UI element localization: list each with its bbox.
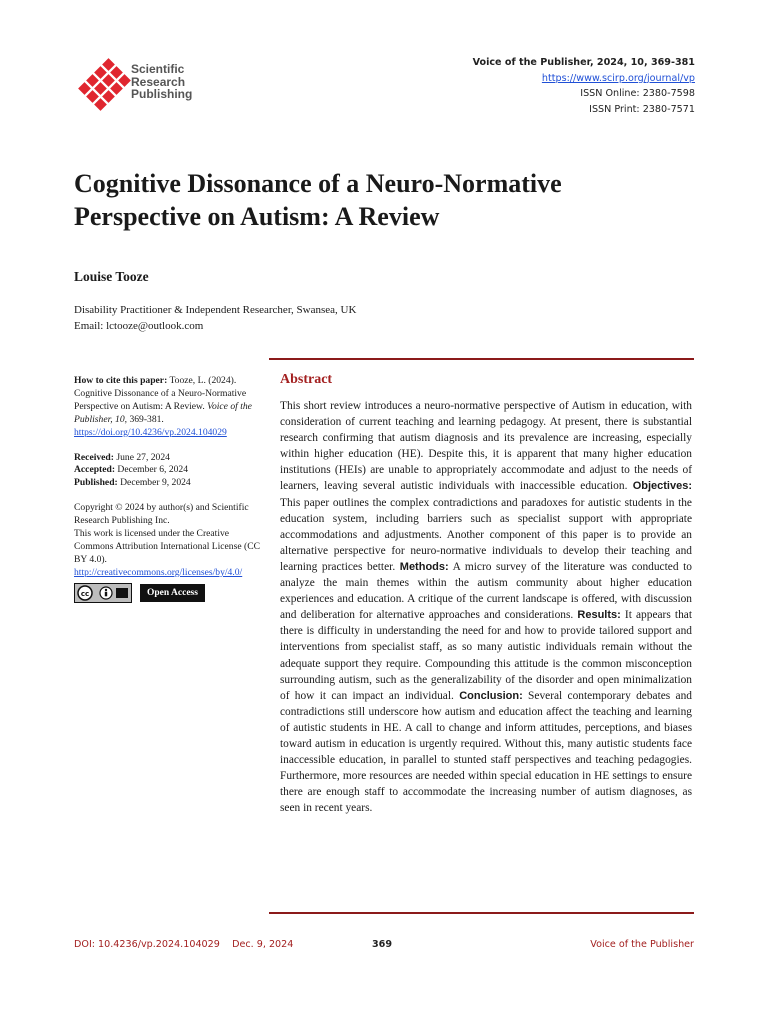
- publisher-name: [131, 63, 192, 101]
- abstract-methods: A micro survey of the literature was conducted to analyze the main themes within the autism community about higher education experiences and education. A critique of the current landscape is offered, with discussion and deliberation for alternative approaches and considerations.: [280, 560, 692, 622]
- received-date: June 27, 2024: [113, 451, 170, 463]
- article-title-line2: Perspective on Autism: A Review: [74, 202, 440, 231]
- results-label: Results:: [577, 609, 621, 622]
- dates-block: [74, 452, 262, 491]
- journal-info: [473, 55, 695, 117]
- author-affiliation: Disability Practitioner & Independent Researcher, Swansea, UK: [74, 304, 357, 316]
- abstract-bottom-rule: [269, 912, 694, 914]
- author-affiliation-block: [74, 302, 356, 334]
- open-access-badge[interactable]: Open Access: [140, 584, 205, 602]
- abstract-top-rule: [269, 358, 694, 360]
- article-title-line1: Cognitive Dissonance of a Neuro-Normative: [74, 169, 562, 198]
- svg-text:cc: cc: [80, 589, 90, 598]
- published-label: Published:: [74, 477, 118, 489]
- footer-date: Dec. 9, 2024: [232, 939, 294, 950]
- journal-url-link[interactable]: https://www.scirp.org/journal/vp: [541, 72, 695, 84]
- doi-link[interactable]: https://doi.org/10.4236/vp.2024.104029: [74, 426, 227, 438]
- footer-doi: DOI: 10.4236/vp.2024.104029: [74, 939, 220, 950]
- author-email: Email: lctooze@outlook.com: [74, 320, 204, 332]
- publisher-name-line2: Research: [131, 74, 186, 89]
- abstract-results: It appears that there is difficulty in understanding the need for and how to provide tailored support and interventions from specialist staff, as so many autistic individuals remain without the adequate support they require. Compounding this attitude is the common misconception surrounding autism, such as the generalizability of the disorder and open minimalization of how it can impact an individual.: [280, 609, 692, 702]
- abstract-heading: Abstract: [280, 372, 333, 387]
- abstract-intro: This short review introduces a neuro-normative perspective of Autism in education, with consideration of current teaching and learning pedagogy. At present, there is substantial research confirming that autism diagnosis and its prevalence are increasing, especially within higher education (HE). Despite this, it is apparent that many higher education institutions (HEIs) are unable to appropriately accommodate and adjust to the needs of learners, leaving several autistic individuals with inaccessible education.: [280, 400, 692, 493]
- abstract-text: [280, 398, 692, 816]
- publisher-name-line1: Scientific: [131, 62, 185, 76]
- license-link[interactable]: http://creativecommons.org/licenses/by/4.0/: [74, 566, 243, 578]
- article-title: [74, 167, 714, 233]
- footer-journal-name: Voice of the Publisher: [590, 939, 694, 950]
- cc-by-icon: [76, 585, 130, 601]
- abstract-objectives: This paper outlines the complex contradictions and paradoxes for autistic students in the education system, including barriers such as specialist support with appropriate accommodations and adjustments. Another component of this paper is to provide an alternative perspective for neuro-normative individuals to develop their teaching and learning practices better.: [280, 496, 692, 573]
- issn-online: ISSN Online: 2380-7598: [580, 88, 695, 99]
- page-footer: [74, 939, 694, 950]
- issn-print: ISSN Print: 2380-7571: [589, 103, 695, 115]
- citation-journal: Voice of the Publisher, 10,: [74, 400, 252, 425]
- accepted-date: December 6, 2024: [115, 464, 189, 476]
- abstract-conclusion: Several contemporary debates and contradictions still underscore how autism and education affect the teaching and learning of autistic students in HE. A call to change and inform attitudes, perceptions, and biases toward autism in education is urgently required. Without this, many autistic students face inaccessible education, in parallel to stunted staff perspectives and teaching pedagogies. Furthermore, more resources are needed within special education in HE settings to ensure there are enough staff to accommodate the increasing number of autism diagnoses, as seen in recent years.: [280, 689, 692, 815]
- accepted-label: Accepted:: [74, 464, 116, 476]
- published-date: December 9, 2024: [117, 477, 191, 489]
- conclusion-label: Conclusion:: [459, 689, 523, 702]
- citation-block: [74, 375, 262, 440]
- received-label: Received:: [74, 451, 114, 463]
- citation-text: Tooze, L. (2024). Cognitive Dissonance of a Neuro-Normative Perspective on Autism: A Review.: [74, 375, 247, 412]
- copyright-text: Copyright © 2024 by author(s) and Scientific Research Publishing Inc.: [74, 502, 249, 527]
- citation-label: How to cite this paper:: [74, 375, 168, 386]
- license-block: [74, 502, 262, 579]
- publisher-name-line3: Publishing: [131, 87, 193, 101]
- objectives-label: Objectives:: [632, 480, 692, 493]
- journal-reference: Voice of the Publisher, 2024, 10, 369-381: [472, 57, 695, 68]
- license-badges: [74, 583, 262, 603]
- page-number: 369: [372, 939, 393, 950]
- author-name: Louise Tooze: [74, 269, 149, 284]
- license-statement: This work is licensed under the Creative Commons Attribution International License (CC BY 4.0).: [74, 528, 260, 565]
- methods-label: Methods:: [399, 560, 449, 573]
- cc-by-badge[interactable]: [74, 583, 132, 603]
- article-sidebar: [74, 375, 262, 603]
- citation-pages: 369-381.: [127, 413, 164, 425]
